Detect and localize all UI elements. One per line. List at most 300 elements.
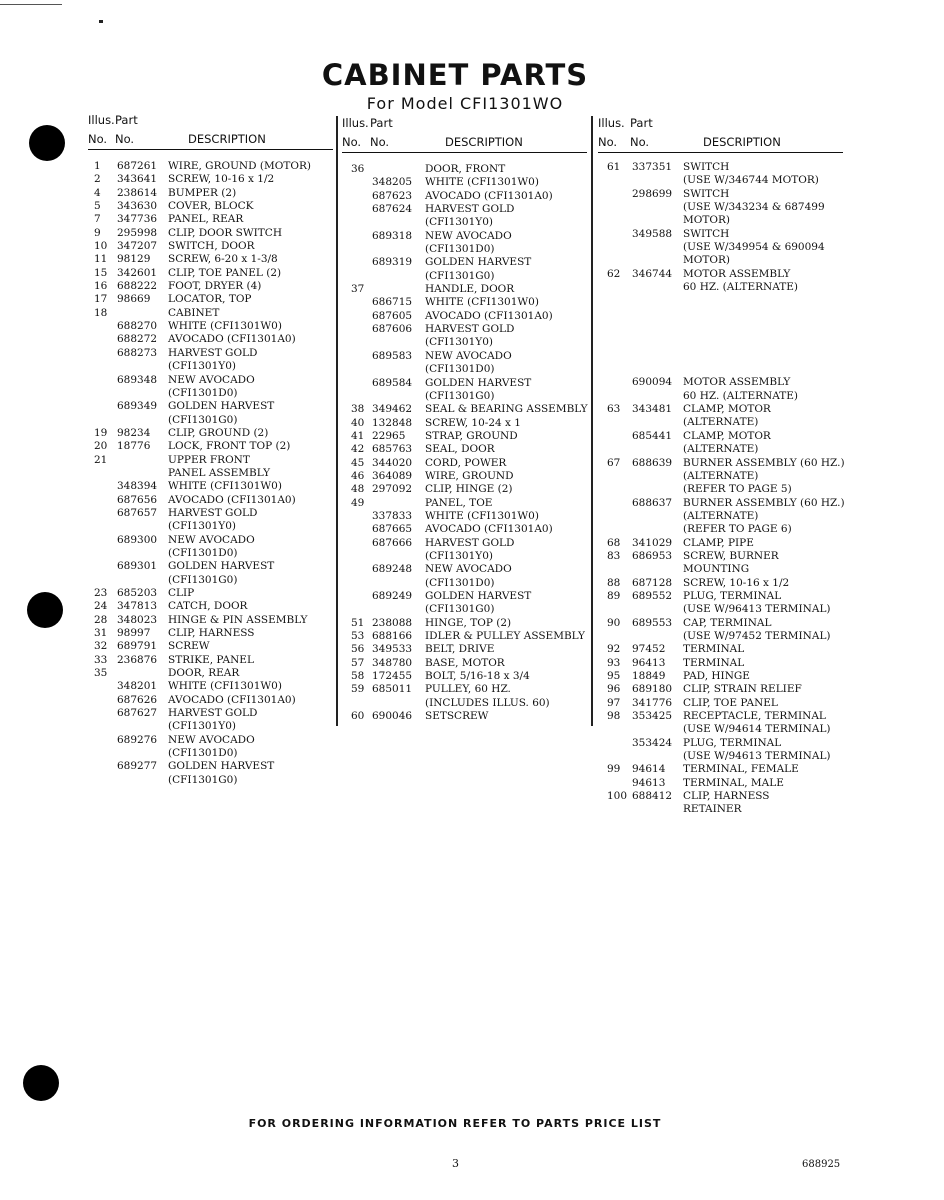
table-row [598, 497, 843, 510]
description: BURNER ASSEMBLY (60 HZ.) [683, 496, 845, 509]
page-title: CABINET PARTS [321, 58, 589, 92]
binder-hole-bottom [23, 1065, 59, 1101]
table-row [342, 336, 587, 349]
table-row [598, 777, 843, 790]
table-row [88, 734, 333, 747]
illus-number: 15 [94, 266, 108, 279]
illus-number: 56 [351, 643, 365, 656]
table-row [598, 683, 843, 696]
part-number: 343641 [117, 173, 158, 186]
description: (REFER TO PAGE 5) [683, 483, 792, 496]
illus-number: 5 [94, 200, 101, 213]
description: (ALTERNATE) [683, 469, 759, 482]
table-row [88, 480, 333, 493]
table-row [88, 720, 333, 733]
table-row [342, 483, 587, 496]
table-row [342, 630, 587, 643]
table-row [598, 470, 843, 483]
table-row [598, 390, 843, 403]
part-number: 689348 [117, 373, 158, 386]
part-number: 343481 [632, 403, 673, 416]
table-row [342, 176, 587, 189]
description: CLIP [168, 587, 195, 599]
part-number: 348205 [372, 176, 413, 189]
table-row [598, 457, 843, 470]
part-number: 298699 [632, 187, 673, 200]
description: TERMINAL [683, 656, 745, 669]
description: (CFI1301G0) [168, 573, 238, 586]
illus-number: 96 [607, 683, 621, 696]
table-row [342, 230, 587, 243]
illus-number: 61 [607, 161, 621, 173]
illus-number: 48 [351, 483, 365, 496]
table-row [342, 363, 587, 376]
description: LOCK, FRONT TOP (2) [168, 440, 291, 453]
description: (USE W/97452 TERMINAL) [683, 629, 831, 642]
illus-number: 23 [94, 587, 108, 599]
part-number: 98669 [117, 293, 151, 306]
table-row [342, 537, 587, 550]
table-row [598, 697, 843, 710]
description: SWITCH [683, 161, 730, 173]
description: HARVEST GOLD [168, 346, 258, 359]
description: 60 HZ. (ALTERNATE) [683, 389, 798, 402]
description: AVOCADO (CFI1301A0) [425, 309, 553, 322]
part-number: 238614 [117, 186, 158, 199]
table-row [88, 374, 333, 387]
part-number: 686715 [372, 296, 413, 309]
table-row [342, 523, 587, 536]
illus-number: 46 [351, 469, 365, 482]
illus-number: 1 [94, 160, 101, 172]
table-row [342, 710, 587, 723]
illus-number: 33 [94, 653, 108, 666]
description: BASE, MOTOR [425, 656, 505, 669]
description: SCREW, BURNER [683, 549, 779, 562]
table-row [598, 590, 843, 603]
description: PULLEY, 60 HZ. [425, 683, 511, 696]
description: PANEL ASSEMBLY [168, 466, 270, 479]
description: SWITCH [683, 227, 730, 240]
part-number: 341776 [632, 696, 673, 709]
part-number: 687128 [632, 576, 673, 589]
description: (USE W/349954 & 690094 [683, 241, 825, 254]
table-row [342, 403, 587, 416]
description: (CFI1301Y0) [425, 216, 493, 229]
part-number: 689249 [372, 590, 413, 602]
part-number: 687666 [372, 536, 413, 549]
description: MOTOR) [683, 254, 730, 267]
part-number: 689553 [632, 616, 673, 629]
table-row [598, 563, 843, 576]
table-row [598, 161, 843, 174]
part-number: 18849 [632, 670, 666, 682]
illus-number: 36 [351, 163, 365, 175]
part-number: 687261 [117, 160, 158, 172]
part-number: 687626 [117, 693, 158, 706]
illus-number: 89 [607, 589, 621, 602]
illus-number: 32 [94, 640, 108, 653]
table-row [598, 430, 843, 443]
table-row [88, 307, 333, 320]
illus-number: 20 [94, 440, 108, 453]
description: UPPER FRONT [168, 453, 250, 466]
description: SCREW, 10-24 x 1 [425, 416, 521, 429]
binder-hole-top [29, 125, 65, 161]
description: WHITE (CFI1301W0) [168, 480, 282, 493]
description: CLIP, TOE PANEL [683, 696, 778, 709]
illus-number: 38 [351, 403, 365, 416]
table-row [88, 280, 333, 293]
illus-number: 99 [607, 763, 621, 776]
part-number: 689276 [117, 733, 158, 746]
header-illus: Illus. [598, 116, 625, 130]
part-number: 349588 [632, 227, 673, 240]
description: MOTOR ASSEMBLY [683, 267, 791, 280]
description: (CFI1301D0) [425, 363, 495, 376]
part-number: 348201 [117, 680, 158, 693]
table-row [598, 201, 843, 214]
table-row [88, 520, 333, 533]
page-number: 3 [452, 1157, 459, 1170]
table-row [88, 173, 333, 186]
part-number: 98997 [117, 627, 151, 640]
description: LOCATOR, TOP [168, 293, 252, 306]
description: AVOCADO (CFI1301A0) [168, 493, 296, 506]
column-header [342, 114, 587, 153]
description: CABINET [168, 306, 220, 319]
table-row [88, 213, 333, 226]
table-row [342, 443, 587, 456]
description: NEW AVOCADO [425, 229, 512, 242]
illus-number: 10 [94, 240, 108, 253]
table-row [88, 227, 333, 240]
table-row [88, 600, 333, 613]
table-row [342, 310, 587, 323]
table-row [598, 483, 843, 496]
header-illus: Illus. [88, 113, 115, 127]
description: HINGE & PIN ASSEMBLY [168, 613, 308, 626]
description: WHITE (CFI1301W0) [425, 176, 539, 189]
document-number: 688925 [802, 1159, 841, 1170]
part-number: 687606 [372, 323, 413, 336]
table-row [598, 763, 843, 776]
description: CAP, TERMINAL [683, 616, 772, 629]
table-row [598, 523, 843, 536]
table-row [88, 614, 333, 627]
description: (REFER TO PAGE 6) [683, 523, 792, 536]
description: CATCH, DOOR [168, 600, 248, 613]
table-row [342, 417, 587, 430]
illus-number: 2 [94, 173, 101, 186]
description: DOOR, REAR [168, 667, 240, 680]
table-row [598, 188, 843, 201]
description: PANEL, REAR [168, 213, 244, 226]
table-row [598, 228, 843, 241]
description: (CFI1301G0) [425, 389, 495, 402]
description: HARVEST GOLD [168, 707, 258, 720]
table-row [598, 710, 843, 723]
part-number: 687656 [117, 493, 158, 506]
description: WIRE, GROUND [425, 469, 514, 482]
description: WHITE (CFI1301W0) [168, 320, 282, 333]
description: (USE W/94614 TERMINAL) [683, 723, 831, 736]
description: (CFI1301G0) [425, 603, 495, 616]
description: (USE W/343234 & 687499 [683, 201, 825, 214]
part-number: 687665 [372, 523, 413, 536]
table-row [88, 440, 333, 453]
description: BUMPER (2) [168, 186, 237, 199]
table-row [598, 550, 843, 563]
table-row [342, 590, 587, 603]
header-illus: Illus. [342, 116, 369, 130]
description: CLAMP, MOTOR [683, 403, 771, 416]
column-header [598, 114, 843, 153]
table-row [598, 670, 843, 683]
header-description: DESCRIPTION [188, 132, 266, 146]
illus-number: 95 [607, 670, 621, 682]
description: HARVEST GOLD [425, 203, 515, 216]
table-row [598, 416, 843, 429]
illus-number: 68 [607, 536, 621, 549]
header-illus-no: No. [88, 132, 108, 146]
description: SWITCH, DOOR [168, 240, 255, 253]
table-row [342, 550, 587, 563]
header-description: DESCRIPTION [445, 135, 523, 149]
table-row [598, 643, 843, 656]
part-number: 689318 [372, 229, 413, 242]
part-number: 348394 [117, 480, 158, 493]
table-row [598, 657, 843, 670]
table-row [88, 694, 333, 707]
description: CLIP, HARNESS [168, 627, 255, 640]
description: HARVEST GOLD [425, 536, 515, 549]
illus-number: 18 [94, 306, 108, 319]
table-row [598, 750, 843, 763]
column-divider [591, 116, 593, 726]
description: MOTOR ASSEMBLY [683, 376, 791, 389]
description: (CFI1301G0) [168, 773, 238, 786]
description: CLAMP, PIPE [683, 536, 754, 549]
description: AVOCADO (CFI1301A0) [168, 333, 296, 346]
parts-list [342, 163, 587, 723]
description: HARVEST GOLD [168, 506, 258, 519]
description: STRIKE, PANEL [168, 653, 254, 666]
scan-mark [0, 4, 62, 5]
part-number: 347207 [117, 240, 158, 253]
description: SCREW, 10-16 x 1/2 [168, 173, 275, 186]
description: (USE W/96413 TERMINAL) [683, 603, 831, 616]
table-row [88, 187, 333, 200]
description: BELT, DRIVE [425, 643, 495, 656]
table-row [598, 403, 843, 416]
description: PAD, HINGE [683, 670, 750, 682]
table-row [88, 267, 333, 280]
part-number: 689300 [117, 533, 158, 546]
description: MOTOR) [683, 214, 730, 227]
part-number: 689277 [117, 760, 158, 773]
illus-number: 9 [94, 226, 101, 239]
description: (CFI1301G0) [425, 269, 495, 282]
table-row [88, 387, 333, 400]
illus-number: 45 [351, 456, 365, 469]
part-number: 685441 [632, 429, 673, 442]
table-row [88, 640, 333, 653]
part-number: 348780 [372, 656, 413, 669]
table-row [342, 697, 587, 710]
part-number: 94613 [632, 776, 666, 789]
illus-number: 4 [94, 186, 101, 199]
part-number: 685011 [372, 683, 413, 696]
part-number: 687623 [372, 189, 413, 202]
table-row [598, 174, 843, 187]
description: NEW AVOCADO [425, 563, 512, 576]
description: (CFI1301D0) [425, 243, 495, 256]
part-number: 132848 [372, 416, 413, 429]
illus-number: 57 [351, 656, 365, 669]
table-row [88, 547, 333, 560]
description: (CFI1301Y0) [425, 336, 493, 349]
part-number: 688222 [117, 280, 158, 293]
description: CLIP, TOE PANEL (2) [168, 266, 282, 279]
description: NEW AVOCADO [425, 349, 512, 362]
header-part: Part [115, 113, 138, 127]
table-row [342, 497, 587, 510]
table-row [598, 577, 843, 590]
illus-number: 28 [94, 613, 108, 626]
description: STRAP, GROUND [425, 429, 518, 442]
illus-number: 35 [94, 667, 108, 680]
table-row [88, 200, 333, 213]
table-row [342, 670, 587, 683]
description: (CFI1301G0) [168, 413, 238, 426]
part-number: 342601 [117, 266, 158, 279]
description: (USE W/94613 TERMINAL) [683, 750, 831, 763]
illus-number: 7 [94, 213, 101, 226]
description: SEAL, DOOR [425, 443, 495, 456]
table-row [88, 467, 333, 480]
illus-number: 42 [351, 443, 365, 456]
table-row [598, 281, 843, 294]
table-row [88, 253, 333, 266]
part-number: 688412 [632, 790, 673, 803]
illus-number: 83 [607, 549, 621, 562]
description: (CFI1301Y0) [168, 520, 236, 533]
header-part: Part [630, 116, 653, 130]
description: PLUG, TERMINAL [683, 589, 782, 602]
description: (CFI1301Y0) [425, 549, 493, 562]
description: SCREW, 10-16 x 1/2 [683, 576, 790, 589]
table-row [88, 574, 333, 587]
description: GOLDEN HARVEST [425, 376, 532, 389]
description: WHITE (CFI1301W0) [425, 296, 539, 309]
table-row [598, 537, 843, 550]
header-description: DESCRIPTION [703, 135, 781, 149]
description: CLIP, DOOR SWITCH [168, 226, 282, 239]
table-row [598, 376, 843, 389]
description: HARVEST GOLD [425, 323, 515, 336]
description: (ALTERNATE) [683, 509, 759, 522]
illus-number: 59 [351, 683, 365, 696]
table-row [598, 723, 843, 736]
description: GOLDEN HARVEST [425, 590, 532, 602]
part-number: 98234 [117, 426, 151, 439]
description: (CFI1301Y0) [168, 360, 236, 373]
table-row [88, 293, 333, 306]
illus-number: 58 [351, 670, 365, 683]
description: IDLER & PULLEY ASSEMBLY [425, 630, 585, 643]
illus-number: 88 [607, 576, 621, 589]
description: TERMINAL [683, 643, 745, 656]
description: CLIP, GROUND (2) [168, 426, 269, 439]
table-row [88, 240, 333, 253]
description: RETAINER [683, 803, 742, 816]
part-number: 347813 [117, 600, 158, 613]
illus-number: 37 [351, 283, 365, 296]
table-row [342, 577, 587, 590]
table-row [598, 510, 843, 523]
description: (CFI1301D0) [168, 386, 238, 399]
table-row [598, 617, 843, 630]
table-row [88, 587, 333, 600]
table-row [88, 560, 333, 573]
part-number: 348023 [117, 613, 158, 626]
description: (CFI1301D0) [168, 546, 238, 559]
table-row [88, 347, 333, 360]
part-number: 346744 [632, 267, 673, 280]
illus-number: 67 [607, 456, 621, 469]
description: (CFI1301Y0) [168, 720, 236, 733]
parts-column-2 [342, 114, 587, 723]
part-number: 688637 [632, 496, 673, 509]
description: WIRE, GROUND (MOTOR) [168, 160, 311, 172]
description: (CFI1301D0) [168, 747, 238, 760]
part-number: 686953 [632, 549, 673, 562]
illus-number: 97 [607, 696, 621, 709]
part-number: 687627 [117, 707, 158, 720]
part-number: 690046 [372, 710, 413, 723]
table-row [598, 443, 843, 456]
table-row [88, 400, 333, 413]
table-row [598, 630, 843, 643]
part-number: 349533 [372, 643, 413, 656]
part-number: 96413 [632, 656, 666, 669]
description: AVOCADO (CFI1301A0) [425, 189, 553, 202]
part-number: 685203 [117, 587, 158, 599]
part-number: 687605 [372, 309, 413, 322]
column-header [88, 111, 333, 150]
description: SEAL & BEARING ASSEMBLY [425, 403, 588, 416]
description: PANEL, TOE [425, 496, 493, 509]
table-row [342, 296, 587, 309]
part-number: 97452 [632, 643, 666, 656]
table-row [342, 657, 587, 670]
part-number: 22965 [372, 429, 406, 442]
table-row [342, 323, 587, 336]
description: RECEPTACLE, TERMINAL [683, 710, 826, 723]
description: DOOR, FRONT [425, 163, 506, 175]
part-number: 341029 [632, 536, 673, 549]
description: PLUG, TERMINAL [683, 736, 782, 749]
table-row [342, 190, 587, 203]
description: MOUNTING [683, 563, 750, 576]
part-number: 343630 [117, 200, 158, 213]
description: CLIP, HARNESS [683, 790, 770, 803]
part-number: 353425 [632, 710, 673, 723]
description: CORD, POWER [425, 456, 507, 469]
part-number: 18776 [117, 440, 151, 453]
part-number: 349462 [372, 403, 413, 416]
